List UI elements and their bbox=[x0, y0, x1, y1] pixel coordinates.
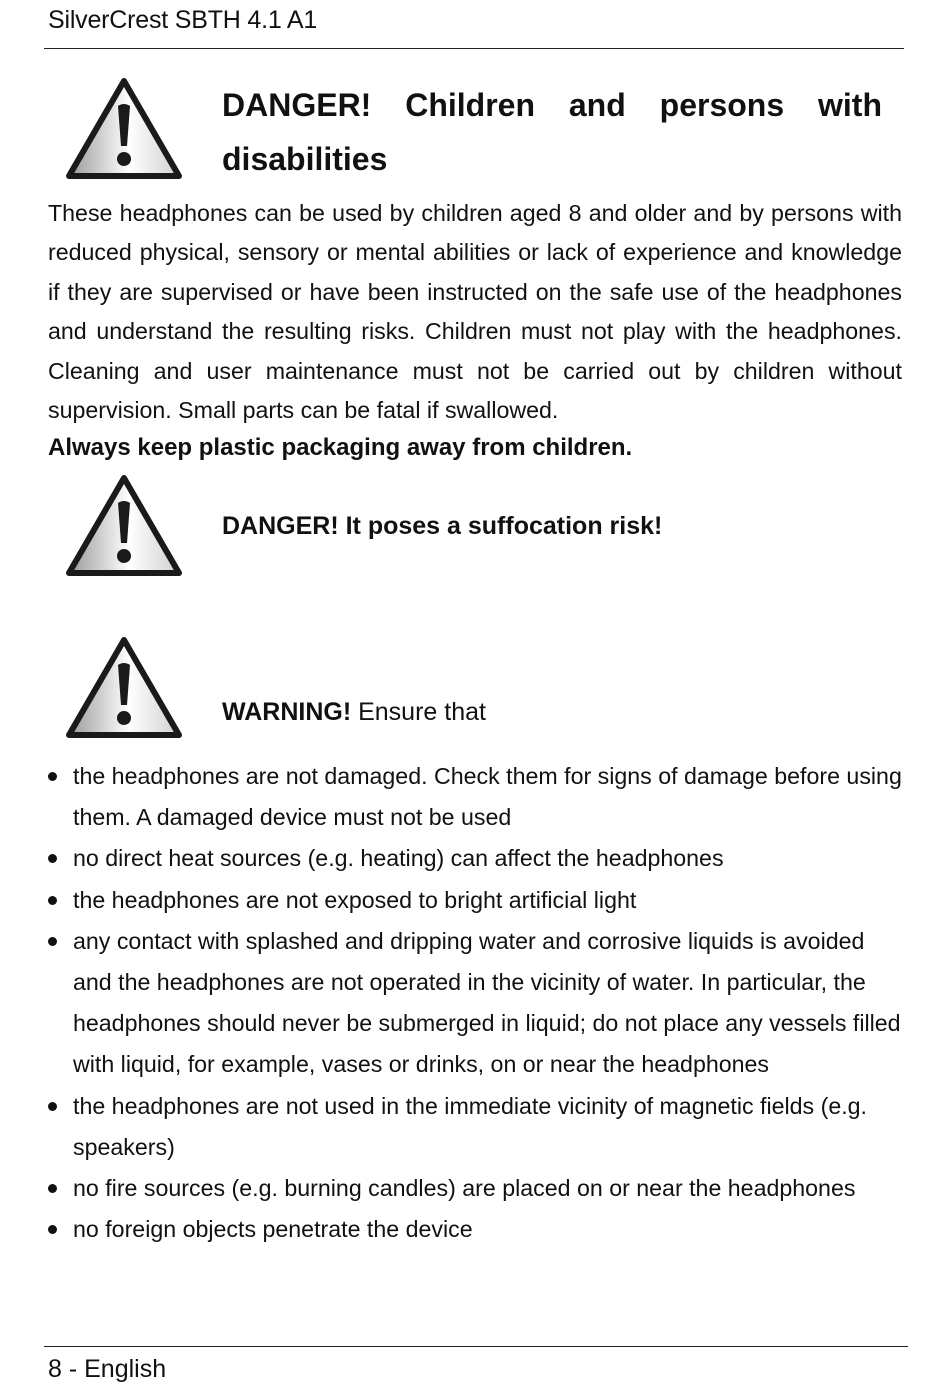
suffocation-danger-heading: DANGER! It poses a suffocation risk! bbox=[222, 512, 663, 540]
bullet-icon bbox=[48, 896, 57, 905]
list-item bbox=[48, 880, 908, 921]
list-item-text: any contact with splashed and dripping water and corrosive liquids is avoided and the headphones are not operated in the vicinity of water. In particular, the headphones should never be submerged in liquid; do not place any vessels filled with liquid, for example, vases or drinks, on or near the headphones bbox=[73, 927, 901, 1078]
bullet-icon bbox=[48, 1225, 57, 1234]
header-divider bbox=[44, 48, 904, 49]
warning-bullet-list bbox=[48, 756, 908, 1250]
list-item bbox=[48, 1086, 908, 1168]
list-item bbox=[48, 756, 908, 838]
list-item-text: the headphones are not damaged. Check them for signs of damage before using them. A damaged device must not be used bbox=[73, 763, 902, 831]
list-item-text: no fire sources (e.g. burning candles) are placed on or near the headphones bbox=[73, 1175, 856, 1202]
danger-children-heading: DANGER! Children and persons with disabilities bbox=[222, 87, 882, 177]
bullet-icon bbox=[48, 937, 57, 946]
list-item-text: the headphones are not exposed to bright artificial light bbox=[73, 886, 637, 913]
bullet-icon bbox=[48, 1184, 57, 1193]
bullet-icon bbox=[48, 772, 57, 781]
children-safety-paragraph: These headphones can be used by children aged 8 and older and by persons with reduced physical, sensory or mental abilities or lack of experience and knowledge if they are supervised or have been instructed on the safe use of the headphones and understand the resulting risks. Children must not play with the headphones. Cleaning and user maintenance must not be carried out by children without supervision. Small parts can be fatal if swallowed. bbox=[48, 200, 902, 424]
bullet-icon bbox=[48, 854, 57, 863]
warning-triangle-icon bbox=[64, 76, 184, 182]
bullet-icon bbox=[48, 1102, 57, 1111]
list-item bbox=[48, 1168, 908, 1209]
warning-heading bbox=[222, 698, 486, 727]
packaging-warning-line: Always keep plastic packaging away from children. bbox=[48, 434, 633, 461]
list-item-text: no direct heat sources (e.g. heating) can affect the headphones bbox=[73, 845, 724, 872]
warning-label: WARNING! bbox=[222, 698, 352, 726]
page-number-label: 8 - English bbox=[48, 1355, 167, 1383]
warning-triangle-icon bbox=[64, 473, 184, 579]
warning-lead-text: Ensure that bbox=[351, 698, 486, 726]
document-header-title: SilverCrest SBTH 4.1 A1 bbox=[48, 6, 318, 34]
list-item-text: the headphones are not used in the immediate vicinity of magnetic fields (e.g. speakers) bbox=[73, 1092, 867, 1160]
warning-triangle-icon bbox=[64, 635, 184, 741]
list-item bbox=[48, 1209, 908, 1250]
footer-divider bbox=[44, 1346, 908, 1347]
list-item-text: no foreign objects penetrate the device bbox=[73, 1216, 473, 1243]
list-item bbox=[48, 921, 908, 1086]
list-item bbox=[48, 838, 908, 879]
